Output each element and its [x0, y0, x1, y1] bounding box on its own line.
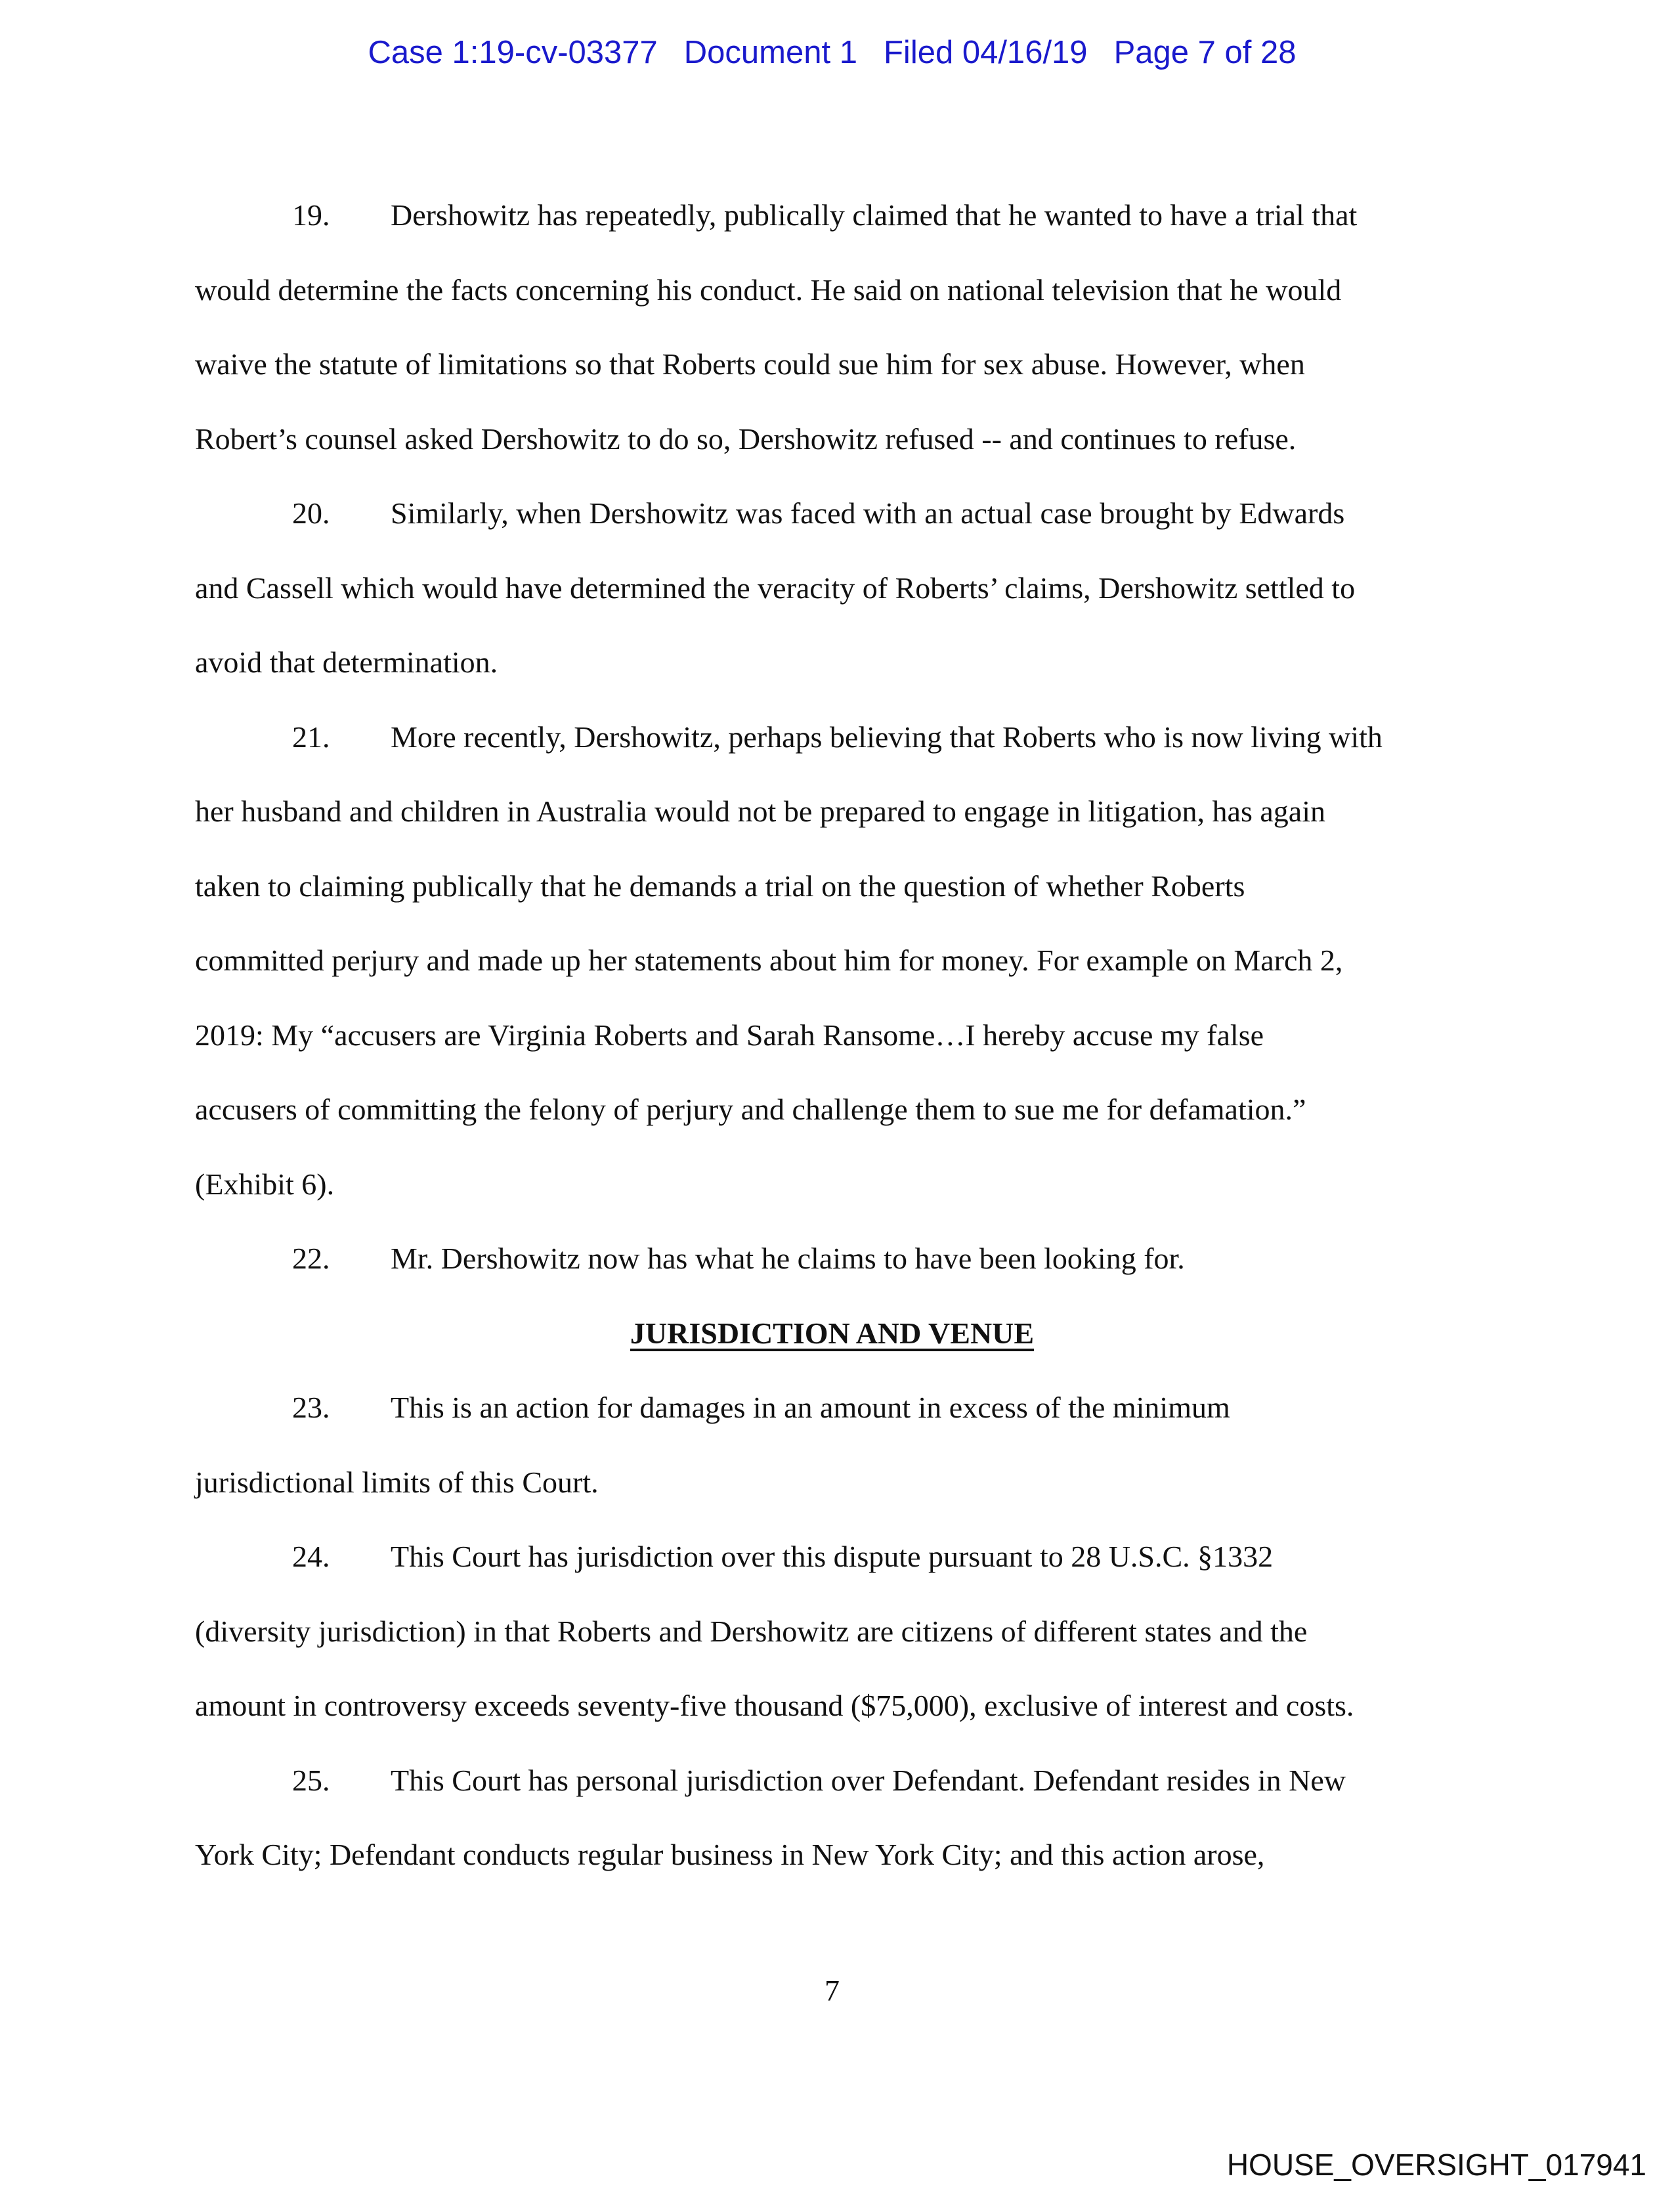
paragraph-21-line-5: 2019: My “accusers are Virginia Roberts and Sarah Ransome…I hereby accuse my false: [195, 1018, 1264, 1052]
paragraph-23-line-1: 23. This is an action for damages in an amount in excess of the minimum: [292, 1388, 1230, 1427]
paragraph-21-line-1: 21. More recently, Dershowitz, perhaps believing that Roberts who is now living with: [292, 718, 1383, 757]
paragraph-25-line-1: 25. This Court has personal jurisdiction over Defendant. Defendant resides in New: [292, 1761, 1346, 1800]
paragraph-20-line-2: and Cassell which would have determined the veracity of Roberts’ claims, Dershowitz settled to: [195, 571, 1356, 605]
paragraph-22-line-1: 22. Mr. Dershowitz now has what he claims to have been looking for.: [292, 1239, 1185, 1278]
paragraph-19-line-2: would determine the facts concerning his conduct. He said on national television that he would: [195, 273, 1342, 307]
case-header: [0, 34, 1664, 71]
section-heading: JURISDICTION AND VENUE: [630, 1316, 1035, 1350]
page-of-total: Page 7 of 28: [1113, 35, 1297, 70]
paragraph-number: 22.: [292, 1242, 330, 1275]
paragraph-19-line-4: Robert’s counsel asked Dershowitz to do so, Dershowitz refused -- and continues to refuse.: [195, 422, 1297, 456]
document-number: Document 1: [683, 35, 857, 70]
paragraph-24-line-2: (diversity jurisdiction) in that Roberts and Dershowitz are citizens of different states and the: [195, 1615, 1308, 1648]
paragraph-number: 23.: [292, 1391, 330, 1424]
paragraph-21-line-4: committed perjury and made up her statements about him for money. For example on March 2,: [195, 943, 1343, 977]
paragraph-20-line-1: 20. Similarly, when Dershowitz was faced with an actual case brought by Edwards: [292, 494, 1344, 533]
bates-stamp: HOUSE_OVERSIGHT_017941: [1226, 2148, 1646, 2182]
page-number: 7: [825, 1974, 840, 2007]
paragraph-number: 24.: [292, 1540, 330, 1573]
paragraph-20-line-3: avoid that determination.: [195, 645, 498, 679]
case-number: Case 1:19-cv-03377: [368, 35, 658, 70]
paragraph-19-line-3: waive the statute of limitations so that Roberts could sue him for sex abuse. However, when: [195, 347, 1305, 381]
paragraph-21-line-6: accusers of committing the felony of perjury and challenge them to sue me for defamation.”: [195, 1093, 1306, 1126]
paragraph-number: 20.: [292, 496, 330, 530]
paragraph-19-line-1: 19. Dershowitz has repeatedly, publically claimed that he wanted to have a trial that: [292, 196, 1357, 235]
paragraph-21-line-7: (Exhibit 6).: [195, 1167, 335, 1201]
paragraph-25-line-2: York City; Defendant conducts regular business in New York City; and this action arose,: [195, 1838, 1265, 1871]
paragraph-21-line-2: her husband and children in Australia would not be prepared to engage in litigation, has again: [195, 794, 1325, 828]
paragraph-number: 25.: [292, 1764, 330, 1797]
paragraph-24-line-3: amount in controversy exceeds seventy-five thousand ($75,000), exclusive of interest and costs.: [195, 1689, 1354, 1722]
paragraph-21-line-3: taken to claiming publically that he demands a trial on the question of whether Roberts: [195, 869, 1245, 903]
paragraph-number: 21.: [292, 720, 330, 754]
paragraph-24-line-1: 24. This Court has jurisdiction over this dispute pursuant to 28 U.S.C. §1332: [292, 1537, 1273, 1576]
paragraph-23-line-2: jurisdictional limits of this Court.: [195, 1465, 599, 1499]
filed-date: Filed 04/16/19: [884, 35, 1088, 70]
paragraph-number: 19.: [292, 198, 330, 232]
